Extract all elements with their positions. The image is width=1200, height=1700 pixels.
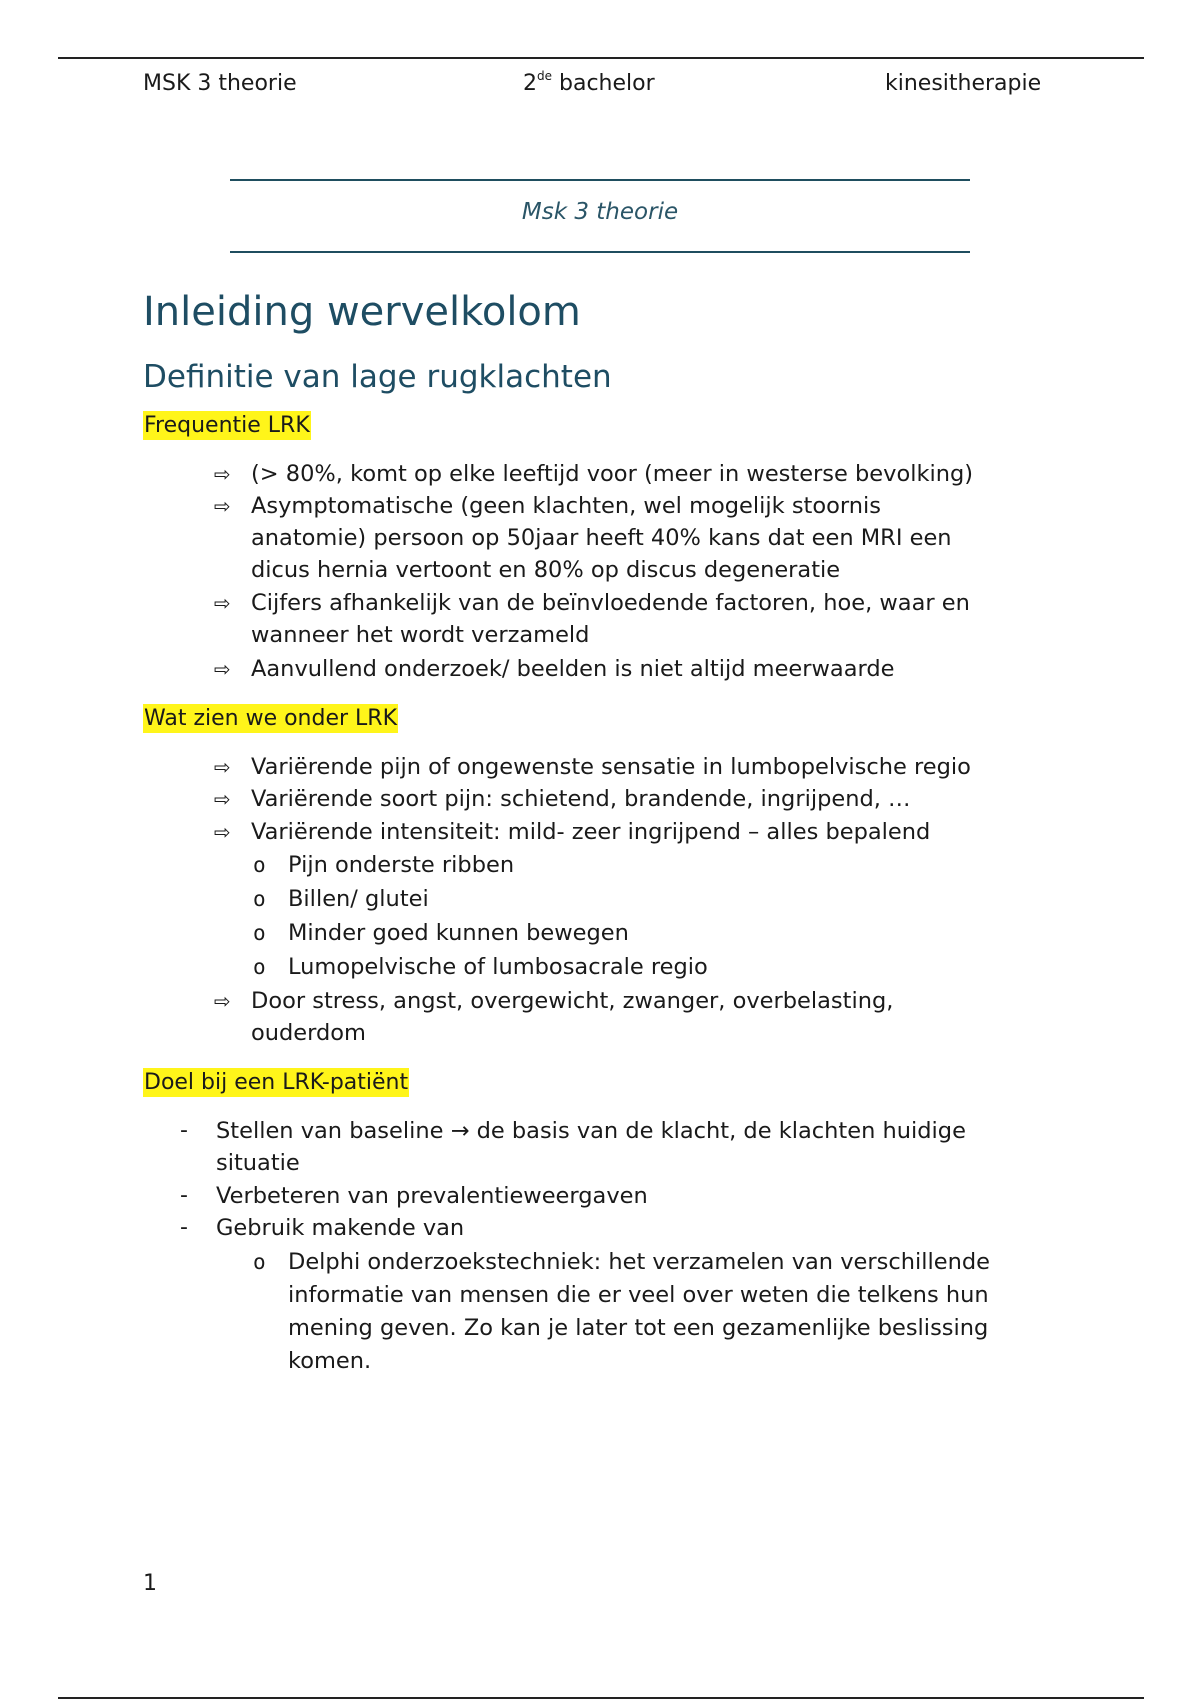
header-center xyxy=(523,68,655,100)
list-item-continuation: ouderdom xyxy=(251,1020,366,1046)
sub-list-item: Pijn onderste ribben xyxy=(288,852,515,878)
document-title-box xyxy=(230,179,970,253)
section-label-wat-zien: Wat zien we onder LRK xyxy=(144,706,398,731)
sub-list-item: Minder goed kunnen bewegen xyxy=(288,920,629,946)
section-label-doel: Doel bij een LRK-patiënt xyxy=(144,1070,409,1095)
list-item: (> 80%, komt op elke leeftijd voor (meer in westerse bevolking) xyxy=(251,461,974,487)
sub-list-item-continuation: mening geven. Zo kan je later tot een gezamenlijke beslissing xyxy=(288,1315,989,1341)
heading-2: Definitie van lage rugklachten xyxy=(143,359,612,395)
list-item-continuation: anatomie) persoon op 50jaar heeft 40% kans dat een MRI een xyxy=(251,525,952,551)
list-item: Variërende intensiteit: mild- zeer ingrijpend – alles bepalend xyxy=(251,819,931,845)
circle-bullet-icon: o xyxy=(253,887,266,911)
header-left: MSK 3 theorie xyxy=(143,71,297,96)
list-item: Aanvullend onderzoek/ beelden is niet altijd meerwaarde xyxy=(251,656,895,682)
arrow-bullet-icon: ⇨ xyxy=(214,787,231,811)
list-item-continuation: dicus hernia vertoont en 80% op discus degeneratie xyxy=(251,557,841,583)
list-item: Cijfers afhankelijk van de beïnvloedende factoren, hoe, waar en xyxy=(251,590,970,616)
footer-rule xyxy=(58,1697,1144,1699)
header-center-prefix: 2 xyxy=(523,71,537,96)
page-number: 1 xyxy=(143,1571,157,1596)
sub-list-item-continuation: komen. xyxy=(288,1348,372,1374)
dash-bullet: - xyxy=(180,1183,188,1208)
arrow-bullet-icon: ⇨ xyxy=(214,755,231,779)
dash-bullet: - xyxy=(180,1215,188,1240)
list-item: Asymptomatische (geen klachten, wel mogelijk stoornis xyxy=(251,493,881,519)
section-label-frequentie: Frequentie LRK xyxy=(144,413,310,438)
list-item: Gebruik makende van xyxy=(216,1215,465,1241)
dash-bullet: - xyxy=(180,1118,188,1143)
arrow-bullet-icon: ⇨ xyxy=(214,462,231,486)
list-item: Variërende soort pijn: schietend, brandende, ingrijpend, … xyxy=(251,786,911,812)
document-title: Msk 3 theorie xyxy=(521,199,679,225)
arrow-bullet-icon: ⇨ xyxy=(214,820,231,844)
sub-list-item-continuation: informatie van mensen die er veel over weten die telkens hun xyxy=(288,1282,989,1308)
heading-1: Inleiding wervelkolom xyxy=(143,289,581,335)
list-item-continuation: situatie xyxy=(216,1150,300,1176)
header-center-suffix: bachelor xyxy=(552,71,655,96)
sub-list-item: Lumopelvische of lumbosacrale regio xyxy=(288,954,708,980)
list-item: Variërende pijn of ongewenste sensatie in lumbopelvische regio xyxy=(251,754,971,780)
header-center-sup: de xyxy=(537,69,552,83)
arrow-bullet-icon: ⇨ xyxy=(214,989,231,1013)
sub-list-item: Delphi onderzoekstechniek: het verzamelen van verschillende xyxy=(288,1249,990,1275)
list-item: Door stress, angst, overgewicht, zwanger, overbelasting, xyxy=(251,988,894,1014)
sub-list-item: Billen/ glutei xyxy=(288,886,429,912)
arrow-bullet-icon: ⇨ xyxy=(214,657,231,681)
header-rule xyxy=(58,57,1144,59)
circle-bullet-icon: o xyxy=(253,1250,266,1274)
list-item-continuation: wanneer het wordt verzameld xyxy=(251,622,590,648)
arrow-bullet-icon: ⇨ xyxy=(214,591,231,615)
list-item: Stellen van baseline → de basis van de klacht, de klachten huidige xyxy=(216,1118,966,1144)
circle-bullet-icon: o xyxy=(253,955,266,979)
list-item: Verbeteren van prevalentieweergaven xyxy=(216,1183,648,1209)
header-right: kinesitherapie xyxy=(885,71,1042,96)
circle-bullet-icon: o xyxy=(253,921,266,945)
arrow-bullet-icon: ⇨ xyxy=(214,494,231,518)
circle-bullet-icon: o xyxy=(253,853,266,877)
